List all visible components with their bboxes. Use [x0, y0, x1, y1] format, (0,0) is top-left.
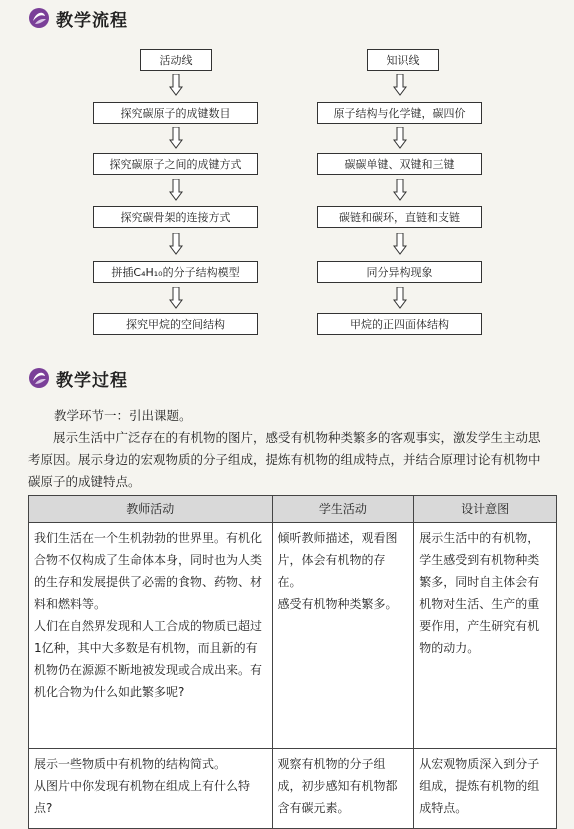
process-paragraph: 展示生活中广泛存在的有机物的图片，感受有机物种类繁多的客观事实，激发学生主动思考原因。展示身边的宏观物质的分子组成，提炼有机物的组成特点，并结合原理讨论有机物中碳原子的成键特点。 [28, 430, 541, 489]
teaching-step-label: 教学环节一：引出课题。 [54, 408, 192, 423]
down-arrow-icon [169, 233, 183, 255]
design-intent-cell [414, 523, 557, 749]
knowledge-step-1: 原子结构与化学键，碳四价 [317, 102, 482, 124]
design-intent-cell [414, 749, 557, 829]
teacher-text: 从图片中你发现有机物在组成上有什么特点? [34, 779, 251, 815]
section-logo-icon [28, 367, 50, 389]
header-student-activity: 学生活动 [272, 496, 414, 523]
student-text: 观察有机物的分子组成，初步感知有机物都含有碳元素。 [277, 757, 398, 815]
table-row [29, 523, 557, 749]
down-arrow-icon [393, 127, 407, 149]
process-section-title: 教学过程 [56, 370, 128, 391]
teacher-text: 人们在自然界发现和人工合成的物质已超过1亿种，其中大多数是有机物，而且新的有机物仍在源源不断地被发现或合成出来。有机化合物为什么如此繁多呢? [34, 619, 263, 699]
down-arrow-icon [169, 287, 183, 309]
down-arrow-icon [169, 179, 183, 201]
student-text: 感受有机物种类繁多。 [277, 597, 398, 611]
down-arrow-icon [169, 74, 183, 96]
knowledge-step-5: 甲烷的正四面体结构 [317, 313, 482, 335]
student-activity-cell [272, 523, 414, 749]
down-arrow-icon [393, 287, 407, 309]
knowledge-line-header: 知识线 [367, 49, 439, 71]
intent-text: 从宏观物质深入到分子组成，提炼有机物的组成特点。 [419, 757, 540, 815]
teacher-text: 我们生活在一个生机勃勃的世界里。有机化合物不仅构成了生命体本身，同时也为人类的生存和发展提供了必需的食物、药物、材料和燃料等。 [34, 531, 263, 611]
down-arrow-icon [393, 179, 407, 201]
section-logo-icon [28, 7, 50, 29]
flow-section-header [28, 4, 128, 32]
activity-step-5: 探究甲烷的空间结构 [93, 313, 258, 335]
knowledge-step-4: 同分异构现象 [317, 261, 482, 283]
header-design-intent: 设计意图 [414, 496, 557, 523]
teacher-activity-cell [29, 749, 273, 829]
teacher-activity-cell [29, 523, 273, 749]
knowledge-step-2: 碳碳单键、双键和三键 [317, 153, 482, 175]
activity-step-4: 拼插C₄H₁₀的分子结构模型 [93, 261, 258, 283]
flow-section-title: 教学流程 [56, 10, 128, 31]
activity-step-1: 探究碳原子的成键数目 [93, 102, 258, 124]
down-arrow-icon [393, 74, 407, 96]
knowledge-step-3: 碳链和碳环，直链和支链 [317, 206, 482, 228]
process-section-header [28, 364, 128, 392]
table-header-row [29, 496, 557, 523]
table-row [29, 749, 557, 829]
activity-step-2: 探究碳原子之间的成键方式 [93, 153, 258, 175]
teacher-text: 展示一些物质中有机物的结构简式。 [34, 757, 227, 771]
down-arrow-icon [169, 127, 183, 149]
activity-line-header: 活动线 [140, 49, 212, 71]
student-activity-cell [272, 749, 414, 829]
down-arrow-icon [393, 233, 407, 255]
intent-text: 展示生活中的有机物，学生感受到有机物种类繁多，同时自主体会有机物对生活、生产的重要作用，产生研究有机物的动力。 [419, 531, 540, 655]
activity-step-3: 探究碳骨架的连接方式 [93, 206, 258, 228]
header-teacher-activity: 教师活动 [29, 496, 273, 523]
activity-table [28, 495, 557, 829]
student-text: 倾听教师描述，观看图片，体会有机物的存在。 [277, 531, 398, 589]
